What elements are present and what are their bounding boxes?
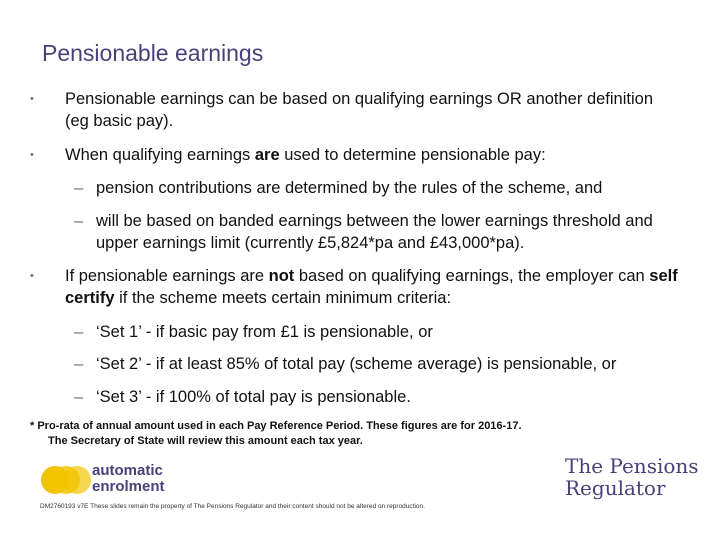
dash-marker: – [74,388,84,406]
bullet-text: When qualifying earnings are used to determine pensionable pay: [65,146,546,164]
dash-marker: – [74,355,84,373]
pensions-regulator-logo: The Pensions Regulator [565,454,699,500]
dash-marker: – [74,179,84,197]
slide-title: Pensionable earnings [42,40,264,66]
bullet-text: Pensionable earnings can be based on qualifying earnings OR another definition (eg basic pay). [65,90,653,130]
footnote: * Pro-rata of annual amount used in each Pay Reference Period. These figures are for 2016-17. The Secretary of State will review this amount each tax year. [30,420,522,447]
bullet-marker: • [30,93,34,105]
bullet-marker: • [30,270,34,282]
bullet-text: If pensionable earnings are not based on qualifying earnings, the employer can self certify if the scheme meets certain minimum criteria: [65,267,678,307]
logo-circles-icon [40,462,92,498]
bullet-marker: • [30,149,34,161]
dash-marker: – [74,323,84,341]
automatic-enrolment-logo: automatic enrolment [40,462,200,500]
legal-notice: DM2760193 v7E These slides remain the property of The Pensions Regulator and their content should not be altered on reproduction. [40,503,425,510]
dash-marker: – [74,212,84,230]
